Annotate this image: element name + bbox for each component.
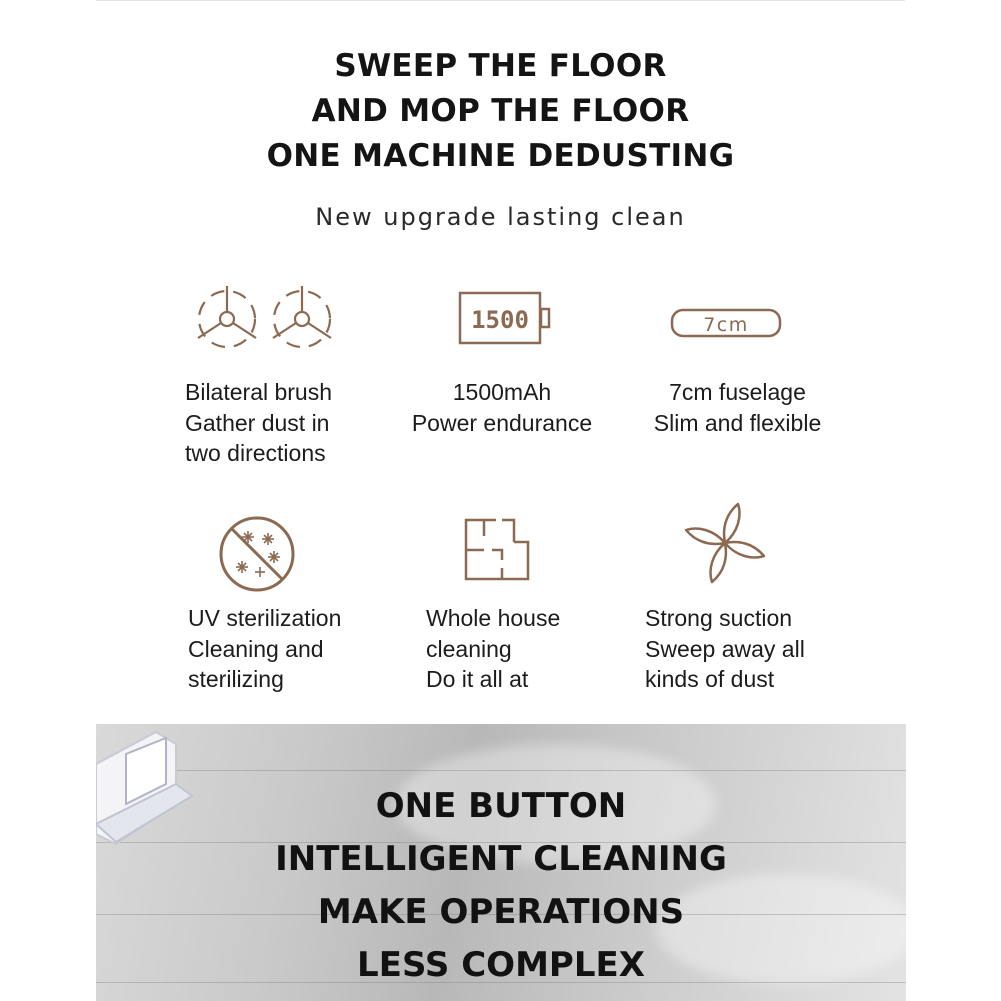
banner-line-1: ONE BUTTON	[375, 786, 627, 826]
feature-line: Bilateral brush	[185, 379, 333, 405]
battery-icon	[458, 291, 554, 347]
feature-line: cleaning	[426, 635, 512, 662]
promo-banner	[96, 724, 906, 1001]
feature-line: Whole house	[426, 605, 561, 631]
banner-title	[96, 780, 906, 992]
feature-line: 7cm fuselage	[669, 379, 806, 405]
floor-plank-line	[96, 770, 906, 771]
battery-icon-label: 1500	[471, 306, 529, 334]
floor-plan-icon	[462, 516, 532, 584]
uv-sterilization-icon	[218, 515, 298, 595]
feature-line: Power endurance	[411, 409, 593, 436]
feature-line: Sweep away all	[645, 635, 805, 662]
headline-line-2: AND MOP THE FLOOR	[311, 93, 690, 129]
banner-line-3: MAKE OPERATIONS	[317, 892, 685, 932]
headline-line-3: ONE MACHINE DEDUSTING	[266, 138, 735, 174]
headline	[0, 44, 1001, 179]
feature-line: sterilizing	[188, 666, 284, 692]
feature-line: UV sterilization	[188, 605, 342, 631]
subtitle: New upgrade lasting clean	[315, 203, 686, 231]
feature-line: Do it all at	[426, 666, 529, 692]
feature-line: Strong suction	[645, 605, 793, 631]
banner-line-4: LESS COMPLEX	[357, 945, 645, 985]
feature-line: kinds of dust	[645, 666, 775, 692]
feature-line: Gather dust in	[185, 409, 330, 436]
suction-fan-icon	[682, 500, 768, 586]
top-divider	[96, 0, 905, 1]
bilateral-brush-icon	[190, 282, 340, 354]
slim-body-icon-label: 7cm	[703, 314, 749, 336]
feature-line: two directions	[185, 440, 326, 466]
banner-line-2: INTELLIGENT CLEANING	[275, 839, 727, 879]
feature-line: Cleaning and	[188, 635, 324, 662]
headline-line-1: SWEEP THE FLOOR	[334, 48, 667, 84]
slim-body-icon	[670, 307, 784, 341]
feature-line: 1500mAh	[452, 379, 552, 405]
feature-line: Slim and flexible	[653, 409, 822, 436]
